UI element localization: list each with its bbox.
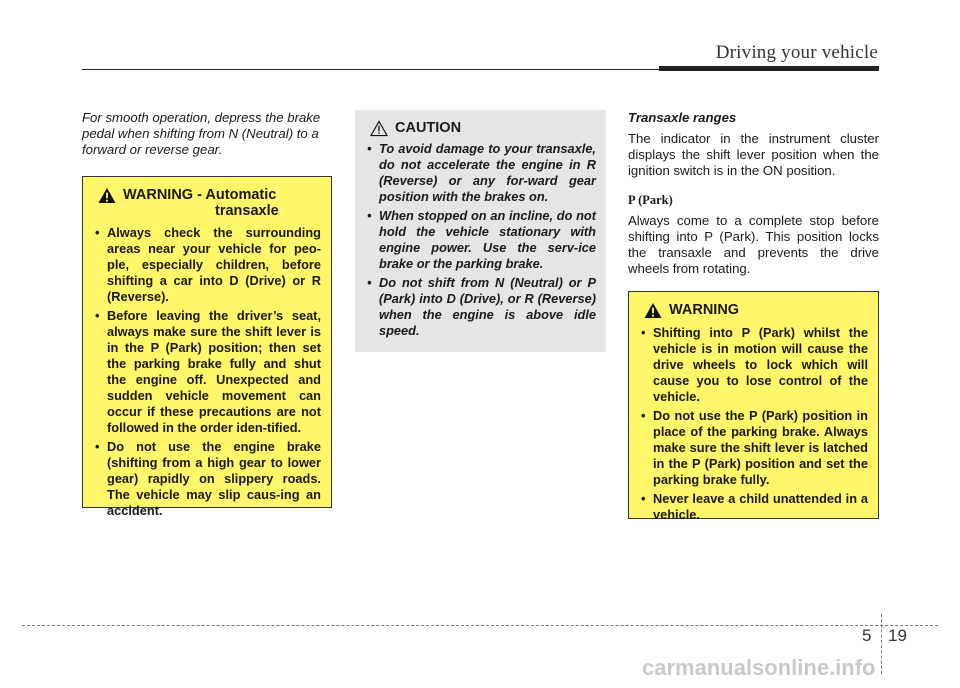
caution-box — [355, 110, 606, 352]
page-number: 19 — [888, 626, 907, 645]
list-item: • Do not use the P (Park) position in place of the parking brake. Always make sure the shift lever is latched in the P (Park) position and set the parking brake fully. — [639, 408, 868, 488]
caution-title: CAUTION — [395, 120, 462, 136]
middle-column — [355, 110, 606, 352]
park-paragraph: Always come to a complete stop before shifting into P (Park). This position locks the transaxle and prevents the drive wheels from rotating. — [628, 213, 879, 276]
warning-subtitle: transaxle — [215, 203, 279, 219]
intro-paragraph: For smooth operation, depress the brake pedal when shifting from N (Neutral) to a forward or reverse gear. — [82, 110, 321, 157]
left-column — [82, 110, 332, 518]
caution-list — [365, 141, 596, 339]
warning-list — [93, 225, 321, 519]
list-item: • Do not use the engine brake (shifting from a high gear to lower gear) rapidly on slippery roads. The vehicle may slip caus-ing an accident. — [93, 439, 321, 519]
list-item: • Always check the surrounding areas near your vehicle for peo-ple, especially children, before shifting a car into D (Drive) or R (Reverse). — [93, 225, 321, 305]
page-header-title: Driving your vehicle — [715, 42, 878, 63]
list-item: • Before leaving the driver’s seat, always make sure the shift lever is in the P (Park) position; then set the parking brake fully and shut the engine off. Unexpected and sudden vehicle movement can occur if these precautions are not followed in the order iden-tified. — [93, 308, 321, 436]
list-item: • Do not shift from N (Neutral) or P (Park) into D (Drive), or R (Reverse) when the engine is above idle speed. — [365, 275, 596, 339]
warning-title: WARNING - Automatic — [123, 187, 277, 203]
indicator-paragraph: The indicator in the instrument cluster displays the shift lever position when the ignition switch is in the ON position. — [628, 131, 879, 178]
watermark: carmanualsonline.info — [642, 655, 876, 680]
chapter-number: 5 — [862, 626, 872, 645]
list-item: • To avoid damage to your transaxle, do not accelerate the engine in R (Reverse) or any for-ward gear position with the brakes on. — [365, 141, 596, 205]
list-item: • Never leave a child unattended in a vehicle. — [639, 491, 868, 523]
header-rule-accent — [659, 66, 879, 71]
warning-triangle-icon — [97, 187, 117, 204]
caution-heading — [365, 120, 596, 137]
section-title: Transaxle ranges — [628, 110, 737, 125]
list-item: • When stopped on an incline, do not hold the vehicle stationary with engine power. Use the serv-ice brake or the parking brake. — [365, 208, 596, 272]
footer-divider — [881, 614, 882, 674]
warning-title: WARNING — [669, 302, 740, 318]
warning-box-automatic-transaxle — [82, 176, 332, 518]
warning-triangle-icon — [643, 302, 663, 319]
warning-box-park — [628, 291, 879, 522]
footer-rule — [22, 625, 938, 626]
warning-heading — [93, 187, 321, 204]
right-column — [628, 110, 879, 522]
caution-triangle-icon — [369, 120, 389, 137]
warning-heading — [639, 302, 868, 319]
list-item: • Shifting into P (Park) whilst the vehicle is in motion will cause the drive wheels to lock which will cause you to lose control of the vehicle. — [639, 325, 868, 405]
warning-list — [639, 325, 868, 523]
park-heading: P (Park) — [628, 193, 673, 207]
